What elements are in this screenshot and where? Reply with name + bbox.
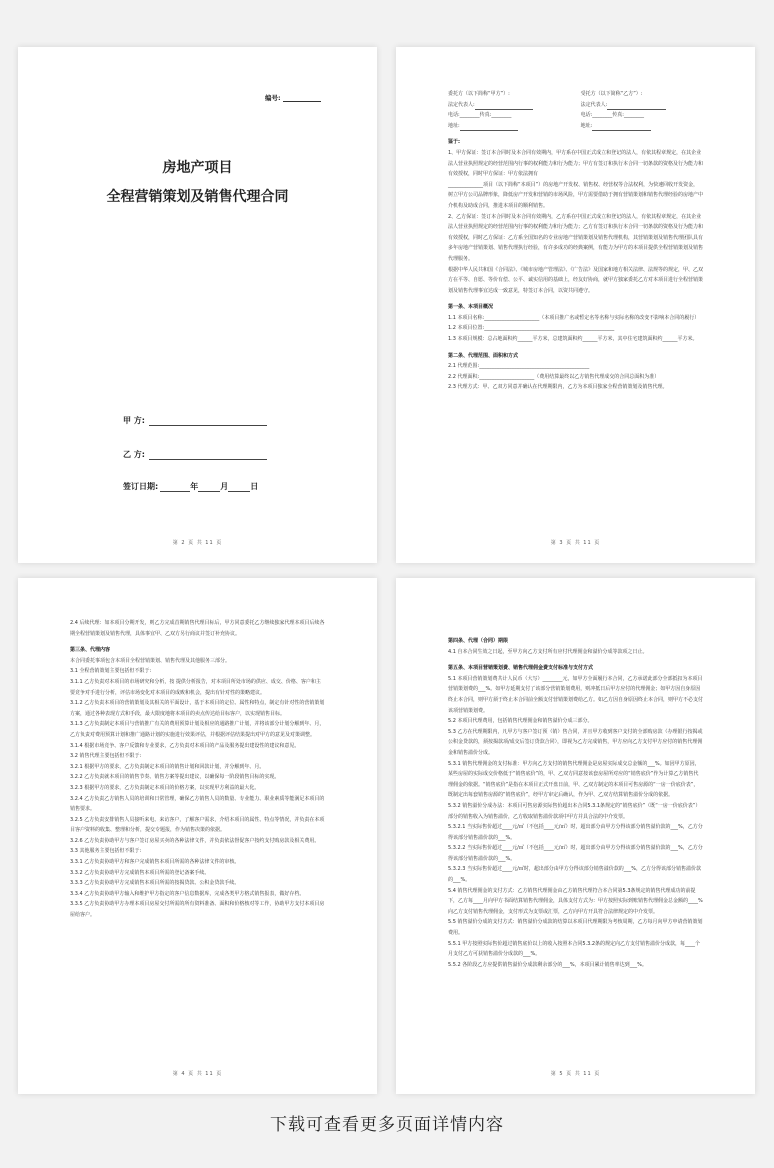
clause: 4.1 自本合同生效之日起，至甲方向乙方支付所有应付代理佣金和溢价分成等款项之日止。: [448, 648, 648, 655]
clause: 5.4 销售代理佣金的支付方式：乙方销售代理佣金由乙方销售代理符合本合同第5.3条规定的销售代理成功的前提下，乙方每____月向甲方书面结算销售代理佣金，具体支付方式为：甲方按照实际到账销售代理佣金总金额的____%向乙方支付销售代理佣金，支付形式为支票或汇票，乙方向甲方开具符合法律规定的中介发票。: [448, 887, 703, 915]
party-a-field: 甲 方:: [123, 415, 267, 426]
clause: 3.1 全程营销策划主要包括但不限于:: [70, 668, 152, 675]
section-2-title: 第二条、代理范围、面积和方式: [448, 352, 519, 359]
clause: 3.1.1 乙方负责对本项目的市场研究和分析，按 提供分析报告，对本项目所处市场的供应、成交、价格、客户和主要竞争对手进行分析，评估市场变化对本项目的成败和机会，提出有针对性的策略建议。: [70, 678, 321, 696]
clause: 3.3.4 乙方负责协助甲方输入和维护甲方指定的客户信息数据库，完成各类甲方格式销售报表，做好存档。: [70, 890, 305, 897]
clause: 1.2 本项目位置:____________________________________________________: [448, 325, 615, 332]
clause: 5.3.1 销售代理佣金的支付标准：甲方向乙方支付的销售代理佣金是房屋实际成交总金额的___%。如因甲方原因，某些房屋的实际成交价格低于“销售底价”的，甲、乙双方同意按该套房屋所对应的“销售底价”作为计算乙方销售代理佣金的依据。“销售底价”是指在本项目正式开盘日前，甲、乙双方制定的本项目可售房源的“一房一价底价表”，既制定出每套销售房源的“销售底价”，经甲方审定后确认，作为甲、乙双方结算销售溢价分成的依据。: [448, 760, 700, 799]
clause: 3.2.3 根据甲方的要求，乙方负责制定本项目的价格方案，以实现甲方利益的最大化。: [70, 784, 260, 791]
clause: 3.3.2 乙方负责协助甲方完成销售本项目所需的登记备案手续。: [70, 869, 210, 876]
preface-title: 鉴于:: [448, 139, 460, 146]
clause: 3.2.2 乙方负责就本项目的销售节奏、销售方案等提出建议，以确保每一阶段销售目标的实现。: [70, 774, 280, 781]
clause: 3.3.3 乙方负责协助甲方完成销售本项目所需的按揭贷款、公积金贷款手续。: [70, 880, 240, 887]
clause: 5.2 本项目代理费用，包括销售代理佣金和销售溢价分成三部分。: [448, 718, 593, 725]
clause: 5.3.2.1 当实际售价超过____元/㎡（不包括____元/㎡）时，超出部分由甲方分得该部分销售溢价款的___%，乙方分得该部分销售溢价款的___%。: [448, 824, 703, 841]
clause: 2.1 代理范围:____________________________________________: [448, 363, 590, 370]
clause: 5.5 销售溢价分成的支付方式：销售溢价分成款的结算以本项目代理期限为考核周期，乙方每月向甲方申请营销策划费用。: [448, 919, 703, 937]
preface-para: 1、甲方保证：签订本合同时及本合同有效期内，甲方系在中国正式成立和登记的法人，有依其程章规定，在其企业法人营业执照规定的经营范围内行事的权利能力和行为能力；甲方有签订和执行本合同一切条款的资格及行为能力和有效授权，同时甲方保证：甲方依法拥有: [448, 149, 704, 178]
contract-page-4: [18, 578, 377, 1094]
clause: 5.3 乙方在代理期限内，凡甲方与客户签订预（销）售合同，并且甲方收到客户支付的全部购房款（办理银行按揭或公积金贷款的，须按揭款项/成交后签订贷款合同），即视为乙方完成销售，甲方应向乙方支付甲方应付的销售代理佣金和销售溢价分成。: [448, 728, 703, 756]
clause: 3.2.5 乙方负责安排销售人员接听来电、来访客户，了解客户需求，介绍本项目的属性、特点等情况，并负责在本项目客户资料的收集、整理和分析，提交专题报，作为销售决策的依据。: [70, 816, 325, 834]
clause: 5.3.2.2 当实际售价超过____元/㎡（不包括____元/㎡）时，超出部分由甲方分得该部分销售溢价款的___%，乙方分得该部分销售溢价款的___%。: [448, 845, 703, 862]
clause: 5.3.2.3 当实际售价超过____元/㎡时，超出部分由甲方分得该部分销售溢价款的___%，乙方分得该部分销售溢价款的___%。: [448, 866, 702, 884]
clause: 3.2.4 乙方负责乙方销售人员的培训和日常管理，确保乙方销售人员的数量、专业能力、职业素质等能满足本项目的销售要求。: [70, 795, 325, 813]
clause: 2.4 后续代理：如本项目分期开发，则乙方完成首期销售代理目标后，甲方同意委托乙方继续独家代理本项目后续各期全程营销策划及销售代理，具体事宜甲、乙双方另行商议并签订补充协议。: [70, 620, 325, 637]
clause: 2.3 代理方式：甲、乙双方同意并确认在代理期限内，乙方为本项目独家全程营销策划及销售代理。: [448, 384, 668, 391]
section-1-title: 第一条、本项目概况: [448, 304, 494, 311]
preface-para: 根据中华人民共和国《合同法》、《城市房地产管理法》、《广告法》及国家和地方相关法律、法规等的规定，甲、乙双方在平等、自愿、等价有偿、公平、诚实信用的基础上，经友好协商，就甲方独家委托乙方对本项目进行全程营销策划及销售代理事宜达成一致意见，特签订本合同，以资共同遵守。: [448, 266, 704, 294]
clause: 2.2 代理面积:______________________（费用结算最终以乙方销售代理成交的合同总面积为准）: [448, 373, 660, 380]
page-number: 第 4 页 共 11 页: [172, 1071, 223, 1077]
clause: 3.2.6 乙方负责协助甲方与客户签订房屋买卖的各种法律文件，并负责依法督促客户按约支付购房款及相关费用。: [70, 837, 320, 844]
contract-page-3: [396, 47, 755, 563]
clause: 5.5.2 各阶段乙方应提供销售溢价分成款剩余部分的___%，本项目累计销售率达到___%。: [448, 961, 647, 968]
contract-cover-page: [18, 47, 377, 563]
clause: 5.1 本项目营销策划费共计人民币（大写）________元，如甲方全面履行本合同，乙方承诺此部分全部抵扣为本项目营销策划费的___%。如甲方延期支付了该部分营销策划费用，则冲抵日后甲方应付的代理佣金；如甲方因自身原因终止本合同，则甲方须于终止本合同前全额支付营销策划费给乙方。如乙方因自身原因终止本合同，则甲方不必支付该项营销策划费。: [448, 675, 704, 714]
clause: 3.3.1 乙方负责协助甲方和客户完成销售本项目所需的各种法律文件的审核。: [70, 859, 240, 866]
page-number: 第 2 页 共 11 页: [172, 540, 223, 546]
clause: 本合同委托事项包含本项目全程营销策划、销售代理及其他服务三部分。: [70, 657, 231, 664]
clause: 5.5.1 甲方按照实际售价超过销售底价以上的收入按照本合同5.3.2条的规定向乙方支付销售溢价分成款，每____个月支付乙方可获销售溢价分成款的___%。: [448, 940, 701, 958]
clause: 5.3.2 销售溢价分成办法：本项目可售房源实际售价超出本合同5.3.1条规定的“销售底价”（既“一房一价底价表”）部分的销售收入为销售溢价，乙方收取销售溢价款项中甲方并具合法的中介发票。: [448, 802, 701, 820]
clause: 3.1.4 根据市场竞争、客户反馈和专业要求，乙方负责对本项目的产品及服务提出建设性的建议和意见。: [70, 742, 300, 749]
sign-date-field: 签订日期: 年 月 日: [123, 482, 259, 491]
section-title: 第三条、代理内容: [70, 647, 111, 654]
clause: 1.1 本项目名称:______________________（本项目推广名或暂定名等名称与实际名称的改变不影响本合同的履行）: [448, 314, 700, 321]
doc-number: 编号:: [265, 93, 321, 102]
preface-para: 2、乙方保证：签订本合同时及本合同有效期内，乙方系在中国正式成立和登记的法人，有依其程章规定，在其企业法人营业执照规定的经营范围内行事的权利能力和行为能力；乙方有签订和执行本合同一切条款的资格及行为能力和有效授权，同时乙方保证：乙方系全国知名的专业房地产营销策划及销售代理机构，其营销策划及销售代理团队具有多年房地产营销策划、销售代理执行经验，有许多成功的经典案例，有能力为甲方的本项目提供全程营销策划及销售代理服务。: [448, 213, 704, 262]
clause: 3.3 其他服务主要包括但不限于:: [70, 848, 142, 855]
section-title: 第四条、代理（合同）期限: [448, 638, 509, 644]
clause: 3.3.5 乙方负责协助甲方办理本项目房屋交付所需的所有资料准备、面积和价格核对等工作，协助甲方支付本项目房屋给客户。: [70, 901, 325, 919]
page3-body: 委托方（以下简称“甲方”）: 受托方（以下简称“乙方”）: 法定代表人: 法定代表人: 电话:________传真:________ 电话:________传真:________ 地址: 地址: 鉴于: 1、甲方保证：签订本合同时及本合同有效期内，甲方系在中国正式成立和登记的法人，有依其程章规定，在其企业法人营业执照规定的经营范围内行事的权利能力和行为能力；甲方有签订和执行本合同一切条款的资格及行为能力和有效授权，同时甲方保证：甲方依法拥有 ______________项目（以下简称“本项目”）的房地产开发权、销售权、经营权等合法权利，为快速回收开发资金，树立甲方公司品牌形象，降低房产开发和营销的市场风险，甲方需要借助于拥有营销策划和销售代理经验的房地产中介机构及助成合同，推进本项目的顺利销售。 2、乙方保证：签订本合同时及本合同有效期内，乙方系在中国正式成立和登记的法人，有依其程章规定，在其企业法人营业执照规定的经营范围内行事的权利能力和行为能力；乙方有签订和执行本合同一切条款的资格及行为能力和有效授权，同时乙方保证：乙方系全国知名的专业房地产营销策划及销售代理机构，其营销策划及销售代理团队具有多年房地产营销策划、销售代理执行经验，有许多成功的经典案例，有能力为甲方的本项目提供全程营销策划及销售代理服务。 根据中华人民共和国《合同法》、《城市房地产管理法》、《广告法》及国家和地方相关法律、法规等的规定，甲、乙双方在平等、自愿、等价有偿、公平、诚实信用的基础上，经友好协商，就甲方独家委托乙方对本项目进行全程营销策划及销售代理事宜达成一致意见，特签订本合同，以资共同遵守。 第一条、本项目概况 1.1 本项目名称:______________________（本项目推广名或暂定名等名称与实际名称的改变不影响本合同的履行） 1.2 本项目位置:____________________________________________________ 1.3 本项目规模：总占地面积约______平方米，总建筑面积约______平方米，其中住宅建筑面积约______平方米。 第二条、代理范围、面积和方式 2.1 代理范围:____________________________________________ 2.2 代理面积:______________________（费用结算最终以乙方销售代理成交的合同总面积为准） 2.3 代理方式：甲、乙双方同意并确认在代理期限内，乙方为本项目独家全程营销策划及销售代理。: [448, 89, 703, 393]
section-title: 第五条、本项目营销策划费、销售代理佣金费支付标准与支付方式: [448, 665, 594, 672]
clause: 1.3 本项目规模：总占地面积约______平方米，总建筑面积约______平方米，其中住宅建筑面积约______平方米。: [448, 336, 698, 343]
cover-title-line2: 全程营销策划及销售代理合同: [106, 189, 289, 205]
page-number: 第 3 页 共 11 页: [550, 540, 601, 546]
page5-body: [448, 630, 703, 970]
preface-para: ______________项目（以下简称“本项目”）的房地产开发权、销售权、经营权等合法权利，为快速回收开发资金，树立甲方公司品牌形象，降低房产开发和营销的市场风险，甲方需要借助于拥有营销策划和销售代理经验的房地产中介机构及助成合同，推进本项目的顺利销售。: [448, 181, 704, 209]
clause: 3.1.2 乙方负责本项目的营销策划及其相关的平面设计，基于本项目的定位、属性和特点，制定有针对性的营销策划方案，通过各种表现方式和手段，最大限度地将本项目的卖点传达给目标客户，以实现销售目标。: [70, 700, 325, 717]
cover-title-line1: 房地产项目: [162, 160, 233, 176]
contract-page-5: [396, 578, 755, 1094]
clause: 3.1.3 乙方负责制定本项目与营销推广有关的费用预算计划及相应的通路推广计划，并将该部分计划分解到年、月，乙方负责对费用预算计划和推广通路计划的实施进行效果评估，并根据评估结果提出对甲方的意见及对策调整。: [70, 721, 325, 738]
download-more-caption: 下载可查看更多页面详情内容: [270, 1115, 504, 1135]
page-number: 第 5 页 共 11 页: [550, 1071, 601, 1077]
clause: 3.2.1 根据甲方的要求，乙方负责制定本项目的销售计划和回款计划，并分解到年、月。: [70, 763, 265, 770]
page4-body: [70, 618, 325, 921]
party-b-field: 乙 方:: [123, 449, 267, 460]
clause: 3.2 销售代理主要包括但不限于:: [70, 753, 142, 760]
party-labels: 委托方（以下简称“甲方”）: 受托方（以下简称“乙方”）:: [448, 91, 643, 97]
